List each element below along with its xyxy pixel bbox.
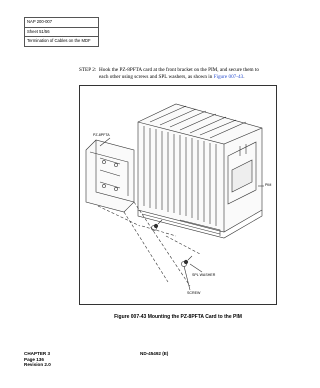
step-text-body: Hook the PZ-8PFTA card at the front bracket on the PIM, and secure them to each other using screws and SPL washers, as shown in [99, 67, 259, 81]
footer-doc-number: ND-45492 (E) [140, 351, 169, 356]
chapter-label: CHAPTER 3 [24, 351, 51, 356]
screw-washer-parts [151, 220, 192, 267]
sheet-number: Sheet 51/56 [25, 28, 98, 38]
figure-link[interactable]: Figure 007-43 [213, 74, 244, 81]
revision-label: Revision 2.0 [24, 362, 51, 368]
washer-label: SPL WASHER [192, 273, 216, 277]
document-header-box [24, 17, 99, 47]
section-title: Termination of Cables on the MDF [27, 38, 91, 44]
step-text [99, 67, 269, 81]
figure-caption: Figure 007-43 Mounting the PZ-8PFTA Card to the PIM [114, 314, 242, 320]
footer-left [24, 351, 51, 368]
figure-frame [79, 85, 277, 305]
pim-shelf-drawing [138, 104, 262, 238]
screw-label: SCREW [187, 291, 201, 295]
step-text-end: . [243, 74, 245, 81]
pz-8pfta-card-drawing [86, 140, 134, 212]
step-number: STEP 2: [79, 67, 97, 73]
pim-label: PIM [265, 183, 272, 187]
card-label: PZ-8PFTA [93, 133, 110, 137]
doc-code: NAP 200-007 [25, 18, 98, 28]
page-number: Page 136 [24, 356, 44, 362]
mounting-illustration [80, 86, 278, 306]
